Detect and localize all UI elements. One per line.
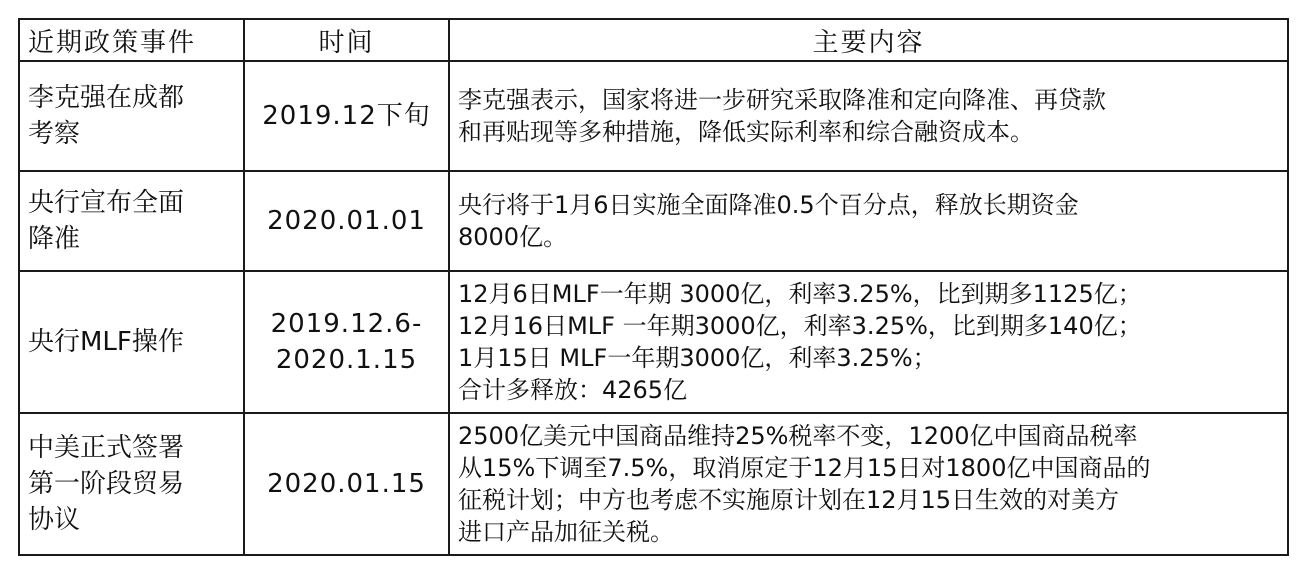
content-line: 从15%下调至7.5%，取消原定于12月15日对1800亿中国商品的 (458, 454, 1151, 482)
content-line: 8000亿。 (458, 223, 568, 251)
time-line: 2020.01.01 (267, 206, 426, 236)
content-line: 合计多释放：4265亿 (458, 376, 688, 404)
time-cell (244, 413, 449, 555)
content-line: 征税计划；中方也考虑不实施原计划在12月15日生效的对美方 (458, 486, 1120, 514)
event-cell (19, 413, 244, 555)
content-line: 2500亿美元中国商品维持25%税率不变，1200亿中国商品税率 (458, 422, 1138, 450)
time-line: 2019.12下旬 (262, 101, 431, 131)
content-cell (449, 413, 1288, 555)
event-line: 降准 (28, 224, 81, 254)
table-header-row (19, 19, 1288, 61)
header-event: 近期政策事件 (19, 19, 244, 61)
content-line: 李克强表示，国家将进一步研究采取降准和定向降准、再贷款 (458, 86, 1106, 114)
event-line: 李克强在成都 (28, 83, 185, 113)
table-row (19, 413, 1288, 555)
content-line: 和再贴现等多种措施，降低实际利率和综合融资成本。 (458, 118, 1034, 146)
time-cell (244, 171, 449, 271)
event-cell (19, 171, 244, 271)
content-cell (449, 61, 1288, 171)
table-row (19, 271, 1288, 413)
time-cell (244, 61, 449, 171)
policy-events-table (18, 18, 1289, 556)
content-line: 12月16日MLF 一年期3000亿，利率3.25%，比到期多140亿； (458, 312, 1142, 340)
table-row (19, 61, 1288, 171)
event-line: 协议 (28, 505, 81, 535)
time-cell (244, 271, 449, 413)
event-line: 考察 (28, 119, 81, 149)
time-line: 2019.12.6- (270, 309, 423, 339)
table-row (19, 171, 1288, 271)
content-cell (449, 271, 1288, 413)
content-cell (449, 171, 1288, 271)
content-line: 进口产品加征关税。 (458, 518, 674, 546)
event-cell (19, 271, 244, 413)
event-line: 第一阶段贸易 (28, 469, 185, 499)
event-line: 中美正式签署 (28, 433, 185, 463)
event-line: 央行MLF操作 (28, 327, 184, 357)
event-line: 央行宣布全面 (28, 188, 185, 218)
time-line: 2020.1.15 (275, 345, 418, 375)
content-line: 12月6日MLF一年期 3000亿，利率3.25%，比到期多1125亿； (458, 280, 1142, 308)
content-line: 央行将于1月6日实施全面降准0.5个百分点，释放长期资金 (458, 191, 1079, 219)
header-content: 主要内容 (449, 19, 1288, 61)
event-cell (19, 61, 244, 171)
header-time: 时间 (244, 19, 449, 61)
content-line: 1月15日 MLF一年期3000亿，利率3.25%； (458, 344, 937, 372)
time-line: 2020.01.15 (267, 469, 426, 499)
